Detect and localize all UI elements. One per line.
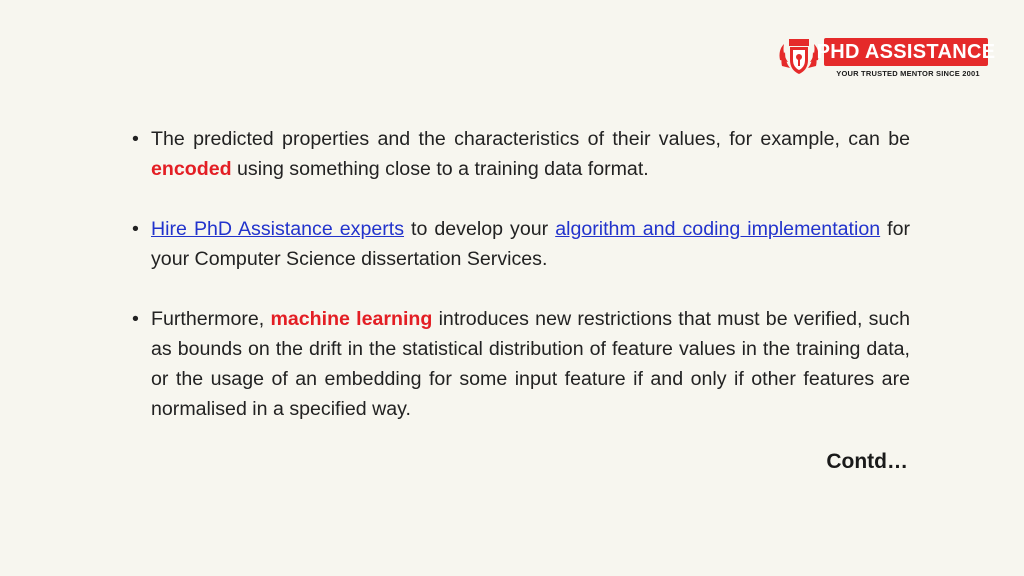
algorithm-coding-link[interactable]: algorithm and coding implementation [555, 218, 881, 240]
bullet-3-text-pre: Furthermore, [151, 308, 271, 330]
contd-label: Contd… [826, 450, 908, 473]
bullet-3-text-post: introduces new restrictions that must be verified, such as bounds on the drift in the statistical distribution of feature values in the training data, or the usage of an embedding for some input feature if and only if other features are normalised in a specified way. [151, 308, 911, 420]
bullet-2-text-post: for your Computer Science dissertation Services. [151, 218, 911, 270]
bullet-item-2 [130, 214, 910, 274]
logo-name: PHD ASSISTANCE [816, 40, 996, 63]
bullet-item-1 [130, 124, 910, 184]
logo-wordmark [816, 38, 996, 66]
logo [776, 36, 996, 82]
logo-emblem-icon [776, 36, 822, 76]
bullet-1-text-pre: The predicted properties and the characteristics of their values, for example, can be [151, 128, 910, 150]
bullet-list [130, 124, 910, 454]
hire-experts-link[interactable]: Hire PhD Assistance experts [151, 218, 405, 240]
highlight-encoded: encoded [151, 158, 232, 180]
bullet-1-text-post: using something close to a training data format. [231, 158, 649, 180]
bullet-2-text-mid: to develop your [404, 218, 556, 240]
highlight-machine-learning: machine learning [270, 308, 433, 330]
bullet-item-3 [130, 304, 910, 424]
logo-tagline: YOUR TRUSTED MENTOR SINCE 2001 [836, 69, 980, 78]
